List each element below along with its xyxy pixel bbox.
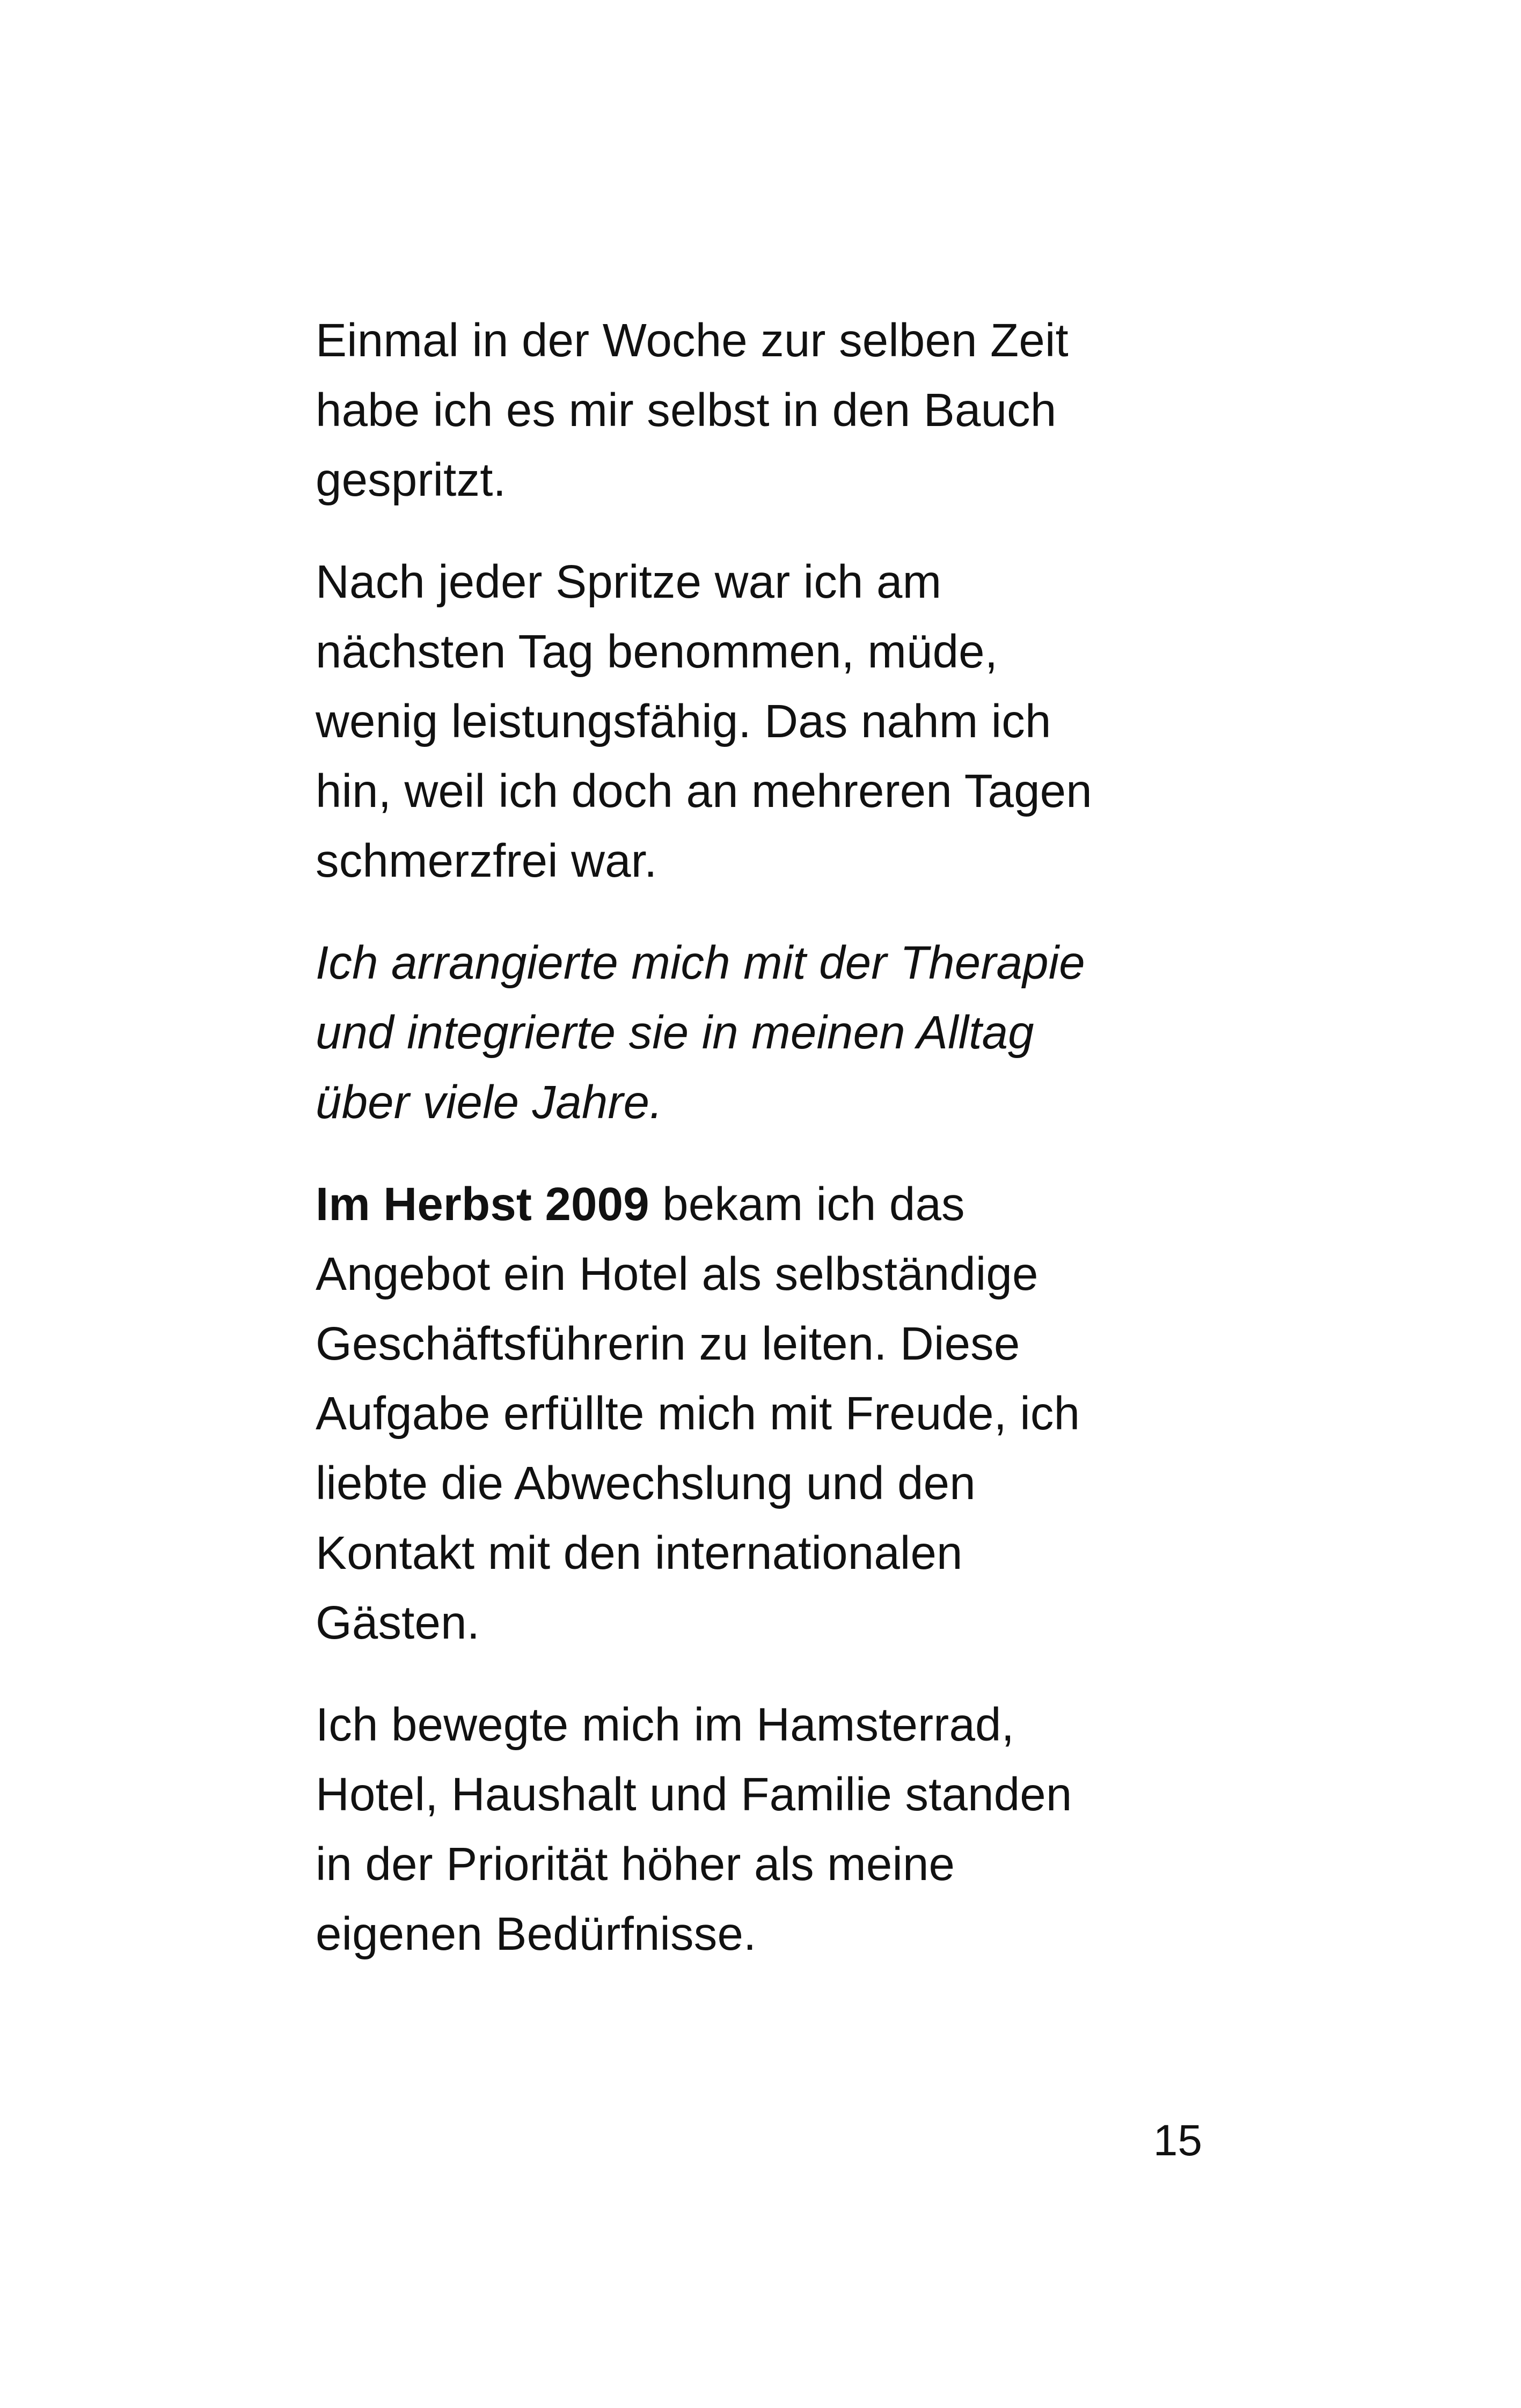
text-line: gespritzt. — [316, 454, 506, 506]
text-line: wenig leistungsfähig. Das nahm ich — [316, 695, 1051, 747]
page-number: 15 — [1153, 2116, 1202, 2165]
text-line: hin, weil ich doch an mehreren Tagen — [316, 765, 1092, 817]
text-line: Kontakt mit den internationalen — [316, 1527, 963, 1579]
text-line: eigenen Bedürfnisse. — [316, 1908, 757, 1960]
text-line: Gästen. — [316, 1597, 480, 1649]
text-line: in der Priorität höher als meine — [316, 1838, 955, 1890]
paragraph-5 — [316, 1690, 1201, 1969]
text-line: liebte die Abwechslung und den — [316, 1457, 976, 1509]
text-line: Hotel, Haushalt und Familie standen — [316, 1768, 1072, 1820]
bold-date-phrase: Im Herbst 2009 — [316, 1178, 649, 1230]
paragraph-3-italic — [316, 928, 1201, 1137]
text-line: Nach jeder Spritze war ich am — [316, 556, 942, 608]
paragraph-1 — [316, 306, 1201, 515]
text-line: Angebot ein Hotel als selbständige — [316, 1248, 1039, 1300]
text-line: nächsten Tag benommen, müde, — [316, 626, 998, 678]
text-line-first — [316, 1170, 1201, 1239]
text-line: Ich arrangierte mich mit der Therapie — [316, 937, 1085, 989]
text-line: Geschäftsführerin zu leiten. Diese — [316, 1318, 1020, 1370]
text-line: über viele Jahre. — [316, 1076, 663, 1128]
text-line: habe ich es mir selbst in den Bauch — [316, 384, 1057, 436]
text-line: Einmal in der Woche zur selben Zeit — [316, 314, 1069, 366]
paragraph-2 — [316, 547, 1201, 896]
body-text — [316, 306, 1201, 2001]
paragraph-4 — [316, 1170, 1201, 1658]
text-line: und integrierte sie in meinen Alltag — [316, 1007, 1034, 1059]
text-line: Ich bewegte mich im Hamsterrad, — [316, 1699, 1014, 1751]
text-line: Aufgabe erfüllte mich mit Freude, ich — [316, 1387, 1080, 1440]
text-run: bekam ich das — [649, 1178, 965, 1230]
text-line: schmerzfrei war. — [316, 835, 657, 887]
